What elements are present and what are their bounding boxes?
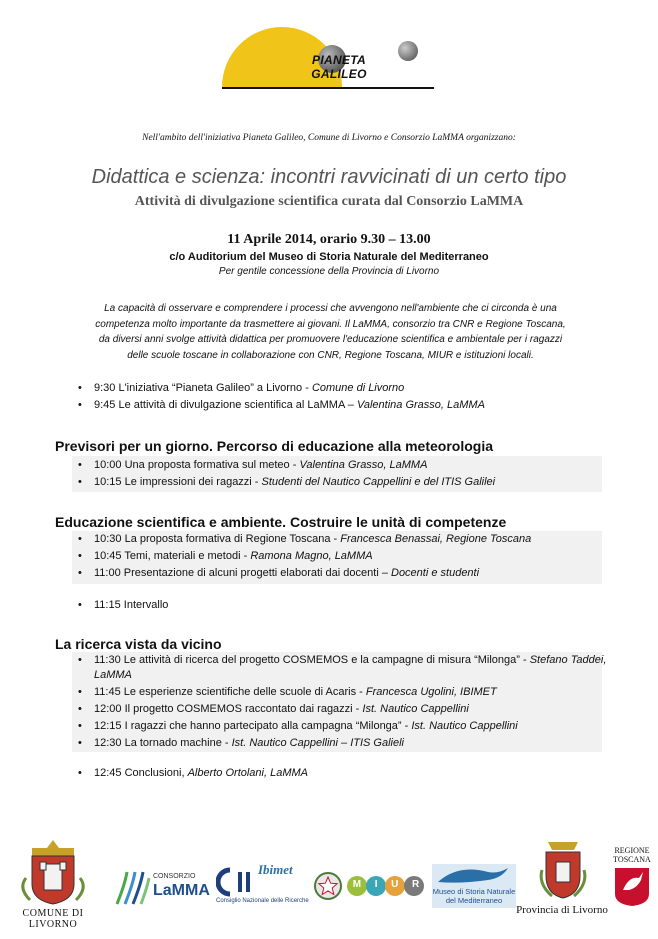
courtesy-note: Per gentile concessione della Provincia di Livorno bbox=[218, 266, 440, 277]
section-title-meteorologia: Previsori per un giorno. Percorso di educazione alla meteorologia bbox=[55, 438, 493, 454]
star-emblem-icon bbox=[314, 872, 342, 900]
section-title-ricerca: La ricerca vista da vicino bbox=[55, 636, 222, 652]
logo-sphere-small bbox=[398, 41, 418, 61]
provincia-crest-icon bbox=[538, 840, 588, 902]
list-item: • 9:30 L'iniziativa “Pianeta Galileo” a Livorno - Comune di Livorno bbox=[72, 380, 485, 397]
comune-di-livorno-logo bbox=[10, 838, 96, 928]
regione-label-line2: TOSCANA bbox=[613, 855, 651, 864]
provincia-label: Provincia di Livorno bbox=[516, 904, 608, 916]
section-title-educazione: Educazione scientifica e ambiente. Costruire le unità di competenze bbox=[55, 514, 507, 530]
list-item: • 10:30 La proposta formativa di Regione Toscana - Francesca Benassai, Regione Toscana bbox=[72, 531, 531, 548]
list-item: • 12:15 I ragazzi che hanno partecipato alla campagna “Milonga” - Ist. Nautico Cappellini bbox=[72, 718, 609, 735]
logo-text: PIANETA GALILEO bbox=[311, 53, 367, 81]
miur-letter: I bbox=[374, 879, 378, 890]
event-venue: c/o Auditorium del Museo di Storia Naturale del Mediterraneo bbox=[169, 251, 489, 263]
break-list bbox=[72, 597, 168, 614]
page-subtitle: Attività di divulgazione scientifica curata dal Consorzio LaMMA bbox=[134, 194, 524, 209]
museo-label-line2: del Mediterraneo bbox=[445, 896, 503, 905]
regione-label bbox=[612, 846, 652, 864]
list-item: • 11:15 Intervallo bbox=[72, 597, 168, 614]
dolphin-icon bbox=[432, 864, 516, 886]
list-item: • 11:45 Le esperienze scientifiche delle scuole di Acaris - Francesca Ugolini, IBIMET bbox=[72, 684, 609, 701]
logo-horizon-line bbox=[222, 87, 434, 89]
list-item: • 9:45 Le attività di divulgazione scientifica al LaMMA – Valentina Grasso, LaMMA bbox=[72, 397, 485, 414]
cnr-mark-icon bbox=[216, 866, 262, 898]
list-item: • 12:45 Conclusioni, Alberto Ortolani, LaMMA bbox=[72, 765, 308, 782]
lamma-label: LaMMA bbox=[153, 882, 210, 899]
comune-label: COMUNE DI LIVORNO bbox=[22, 908, 84, 930]
paragraph-line: da diversi anni svolge attività didattica per promuovere l'educazione scientifica e ambientale per i ragazzi bbox=[98, 334, 563, 345]
museo-label bbox=[432, 887, 516, 905]
miur-letter: R bbox=[411, 879, 420, 890]
paragraph-line: delle scuole toscane in collaborazione con CNR, Regione Toscana, MIUR e istituzioni locali. bbox=[127, 349, 534, 361]
list-item: • 10:15 Le impressioni dei ragazzi - Studenti del Nautico Cappellini e del ITIS Galilei bbox=[72, 474, 495, 491]
comune-crest-icon bbox=[10, 838, 96, 906]
miur-logo bbox=[346, 875, 426, 897]
cnr-label: Consiglio Nazionale delle Ricerche bbox=[216, 898, 309, 904]
list-item: • 11:00 Presentazione di alcuni progetti elaborati dai docenti – Docenti e studenti bbox=[72, 565, 531, 582]
museo-logo bbox=[432, 864, 516, 908]
list-item: • 12:00 Il progetto COSMEMOS raccontato dai ragazzi - Ist. Nautico Cappellini bbox=[72, 701, 609, 718]
pianeta-galileo-logo bbox=[222, 27, 434, 99]
event-date: 11 Aprile 2014, orario 9.30 – 13.00 bbox=[227, 232, 431, 247]
paragraph-line: La capacità di osservare e comprendere i processi che avvengono nell'ambiente che ci circonda è una bbox=[104, 303, 557, 314]
lamma-logo bbox=[113, 868, 213, 908]
miur-letter: M bbox=[352, 879, 362, 890]
miur-label bbox=[346, 879, 426, 890]
list-item: • 11:30 Le attività di ricerca del progetto COSMEMOS e la campagne di misura “Milonga” - Stefano Taddei, LaMMA bbox=[72, 653, 609, 684]
regione-label-line1: REGIONE bbox=[614, 846, 650, 855]
opening-list bbox=[72, 380, 485, 414]
section3-list bbox=[72, 653, 609, 752]
consorzio-label: CONSORZIO bbox=[153, 873, 196, 880]
section2-list bbox=[72, 531, 531, 582]
section1-list bbox=[72, 457, 495, 491]
miur-letter: U bbox=[391, 879, 399, 890]
lamma-waves-icon bbox=[113, 868, 153, 908]
paragraph-line: competenza molto importante da trasmettere ai giovani. Il LaMMA, consorzio tra CNR e Regione Toscana, bbox=[95, 318, 566, 330]
list-item: • 12:30 La tornado machine - Ist. Nautico Cappellini – ITIS Galieli bbox=[72, 735, 609, 752]
pegasus-icon bbox=[613, 866, 651, 908]
intro-line: Nell'ambito dell'iniziativa Pianeta Galileo, Comune di Livorno e Consorzio LaMMA organizzano: bbox=[142, 133, 516, 143]
ibimet-label: Ibimet bbox=[258, 862, 293, 877]
regione-toscana-logo bbox=[612, 846, 652, 910]
page-title: Didattica e scienza: incontri ravvicinati di un certo tipo bbox=[91, 166, 567, 188]
italian-republic-emblem bbox=[314, 872, 342, 900]
intro-paragraph bbox=[58, 301, 603, 363]
list-item: • 10:00 Una proposta formativa sul meteo - Valentina Grasso, LaMMA bbox=[72, 457, 495, 474]
museo-label-line1: Museo di Storia Naturale bbox=[432, 887, 516, 896]
ibimet-logo bbox=[258, 862, 308, 882]
closing-list bbox=[72, 765, 308, 782]
provincia-livorno-logo bbox=[514, 840, 610, 920]
list-item: • 10:45 Temi, materiali e metodi - Ramona Magno, LaMMA bbox=[72, 548, 531, 565]
